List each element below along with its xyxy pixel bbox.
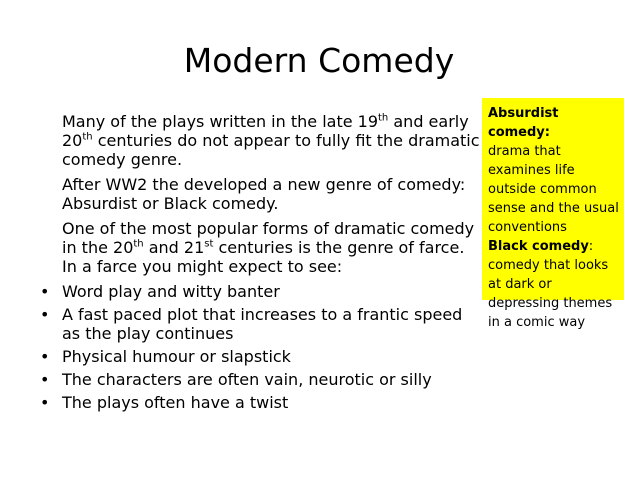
black-comedy-definition (488, 237, 620, 332)
paragraph-after-ww2 (62, 175, 480, 213)
black-comedy-term: Black comedy (488, 239, 589, 254)
absurdist-term: Absurdist comedy: (488, 106, 559, 140)
bullet-icon: • (40, 282, 50, 301)
p3-superscript-2: st (204, 238, 214, 250)
list-item (40, 393, 480, 412)
p1-superscript-2: th (82, 131, 93, 143)
slide-body (40, 112, 480, 416)
p3-text-a: One of the most popular forms of dramatic comedy in the 20 (62, 219, 475, 257)
absurdist-def-text: drama that examines life outside common sense and the usual conventions (488, 144, 619, 235)
definitions-callout (482, 98, 624, 330)
p3-text-b: and 21 (143, 238, 205, 257)
list-item (40, 347, 480, 366)
black-comedy-colon: : (588, 239, 594, 254)
list-item-text: The characters are often vain, neurotic or silly (62, 370, 432, 389)
p1-text-b: and early 20 (62, 112, 469, 150)
slide-title: Modern Comedy (183, 41, 455, 80)
farce-features-list (40, 282, 480, 412)
p2-text: After WW2 the developed a new genre of comedy: Absurdist or Black comedy. (62, 175, 466, 213)
list-item-text: Physical humour or slapstick (62, 347, 291, 366)
list-item (40, 282, 480, 301)
list-item (40, 305, 480, 343)
bullet-icon: • (40, 305, 50, 324)
list-item-text: The plays often have a twist (62, 393, 289, 412)
paragraph-farce (62, 219, 480, 276)
list-item (40, 370, 480, 389)
p1-text-a: Many of the plays written in the late 19 (62, 112, 379, 131)
p1-superscript-1: th (378, 112, 389, 124)
paragraph-late-plays (62, 112, 480, 169)
p3-text-c: centuries is the genre of farce. In a farce you might expect to see: (62, 238, 465, 276)
bullet-icon: • (40, 370, 50, 389)
bullet-icon: • (40, 393, 50, 412)
p3-superscript-1: th (133, 238, 144, 250)
bullet-icon: • (40, 347, 50, 366)
list-item-text: A fast paced plot that increases to a frantic speed as the play continues (62, 305, 463, 343)
list-item-text: Word play and witty banter (62, 282, 280, 301)
black-comedy-def-text: comedy that looks at dark or depressing themes in a comic way (488, 258, 613, 330)
absurdist-definition (488, 104, 620, 237)
p1-text-c: centuries do not appear to fully fit the dramatic comedy genre. (62, 131, 480, 169)
